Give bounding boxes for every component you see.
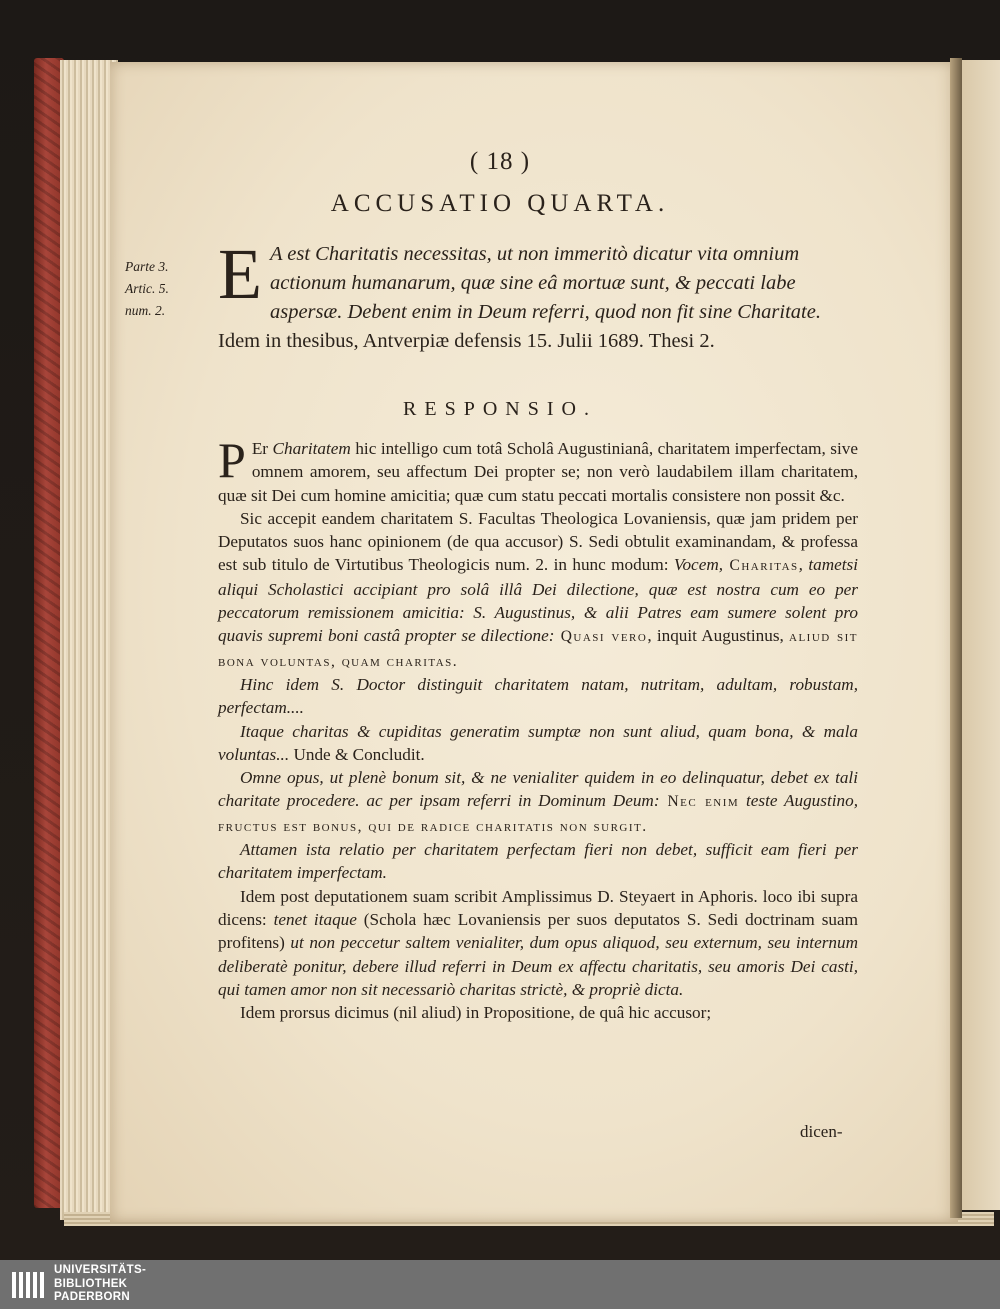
drop-cap: E (218, 234, 262, 314)
paragraph: P Er Charitatem hic intelligo cum totâ Scholâ Augustinianâ, charitatem imperfectam, sive omnem amorem, seu affectum Dei propter se; non verò laudabilem illam charitatem, quæ sit Dei cum homine amicitia; quæ cum statu peccati mortalis consistere non possit &c. (218, 432, 858, 505)
paragraph: Omne opus, ut plenè bonum sit, & ne venialiter quidem in eo delinquatur, debet ex tali charitate procedere. ac per ipsam referri in Dominum Deum: Nec enim teste Augustino, fructus est bonus, qui de radice charitatis non surgit. (218, 768, 858, 835)
facing-page (960, 60, 1000, 1210)
quote-source: Idem in thesibus, Antverpiæ defensis 15. Julii 1689. Thesi 2. (218, 330, 715, 352)
paragraph: Itaque charitas & cupiditas generatim sumptæ non sunt aliud, quam bona, & mala voluntas... Unde & Concludit. (218, 721, 858, 764)
paragraph: Idem prorsus dicimus (nil aliud) in Propositione, de quâ hic accusor; (240, 1003, 712, 1023)
paragraph: Hinc idem S. Doctor distinguit charitatem natam, nutritam, adultam, robustam, perfectam.... (218, 674, 858, 718)
response-heading: RESPONSIO. (403, 398, 597, 420)
book-gutter (950, 58, 962, 1218)
margin-note-line: Parte 3. (125, 259, 169, 274)
margin-note-line: num. 2. (125, 303, 166, 318)
page-number: ( 18 ) (469, 148, 531, 175)
accusation-heading: ACCUSATIO QUARTA. (330, 190, 670, 217)
margin-note-line: Artic. 5. (125, 281, 169, 296)
library-name: UNIVERSITÄTS- BIBLIOTHEK PADERBORN (54, 1264, 147, 1303)
library-footer (0, 1260, 1000, 1309)
catchword: dicen- (800, 1122, 843, 1141)
library-logo-icon (10, 1268, 46, 1302)
paragraph: Sic accepit eandem charitatem S. Facultas Theologica Lovaniensis, quæ jam pridem per Deputatos suos hanc opinionem (de qua accusor) S. Sedi obtulit examinandam, & professa est sub titulo de Virtutibus Theologicis num. 2. in hunc modum: Vocem, Charitas, tametsi aliqui Scholastici accipiant pro solâ illâ Dei dilectione, quæ est nostra cum eo per peccatorum remissionem amicitia: S. Augustinus, & alii Patres eam sumere solent pro quavis supremi boni castâ propter se dilectione: Quasi vero, inquit Augustinus, aliud sit bona voluntas, quam charitas. (218, 508, 859, 670)
paragraph: Idem post deputationem suam scribit Amplissimus D. Steyaert in Aphoris. loco ibi supra dicens: tenet itaque (Schola hæc Lovaniensis per suos deputatos S. Sedi doctrinam suam profitens) ut non peccetur saltem venialiter, dum opus aliquod, seu externum, seu internum deliberatè ponitur, debere illud referri in Deum ex affectu charitatis, seu amoris Dei casti, qui tamen amor non sit necessariò charitas strictè, & propriè dicta. (218, 886, 858, 999)
paragraph: Attamen ista relatio per charitatem perfectam fieri non debet, sufficit eam fieri per charitatem imperfectam. (218, 840, 858, 883)
quote-text: A est Charitatis necessitas, ut non immeritò dicatur vita omnium actionum humanarum, quæ sine eâ mortuæ sunt, & peccati labe aspersæ. Debent enim in Deum referri, quod non fit sine Charitate. (269, 243, 821, 323)
margin-note (125, 256, 195, 322)
drop-cap: P (218, 432, 246, 488)
accusation-quote (218, 234, 858, 356)
response-body (218, 432, 859, 1024)
